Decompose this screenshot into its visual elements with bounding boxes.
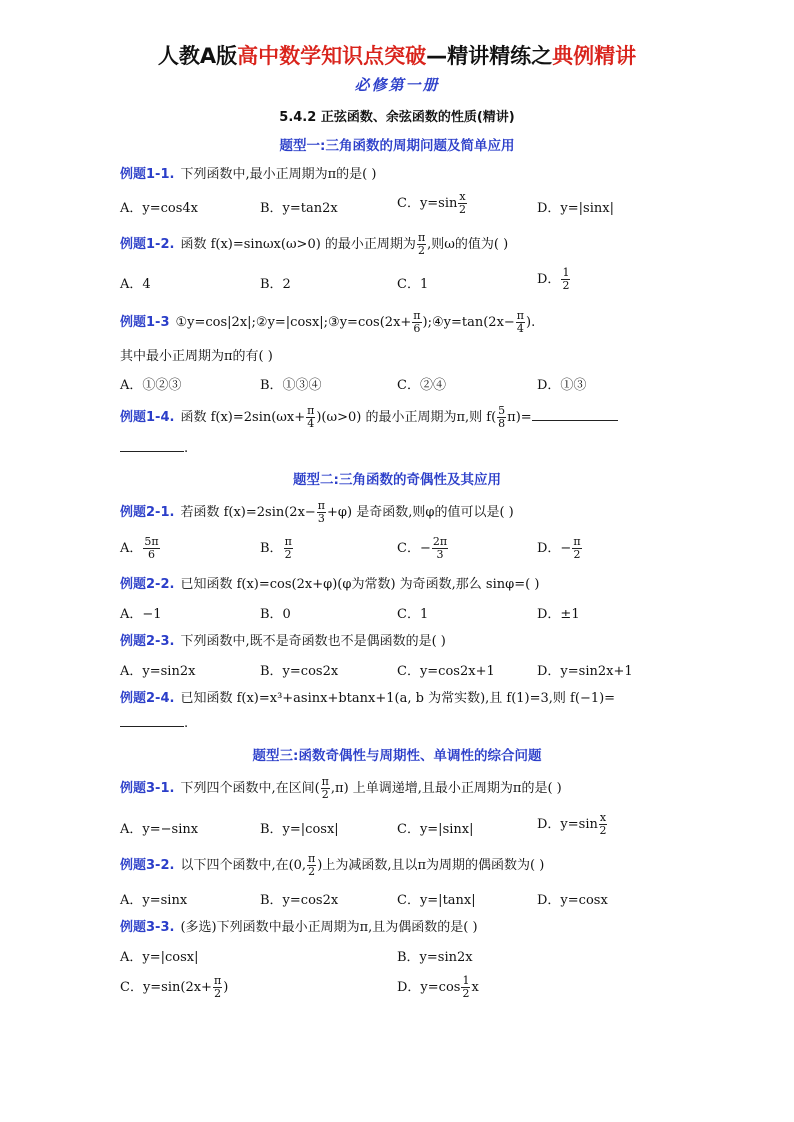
answer-blank-line2: . — [120, 441, 188, 456]
question-label: 例题3-3. — [120, 920, 175, 935]
option-b: B．2 — [260, 277, 291, 292]
section-title-2: 题型二:三角函数的奇偶性及其应用 — [293, 472, 501, 488]
header-publisher: 人教A版 — [157, 44, 238, 68]
header-series: —精讲精练之 — [426, 44, 553, 68]
question-3-2: 例题3-2. 以下四个函数中,在(0, $\frac{\pi}{2}$ )上为减函数,且以π为周期的偶函数为( ) — [120, 852, 545, 878]
document-header — [0, 40, 794, 70]
option-a: A． $\frac{5\pi}{6}$ — [120, 535, 159, 561]
option-c: C．y=sin(2x+ $\frac{\pi}{2}$ ) — [120, 974, 229, 1000]
question-1-4: 例题1-4. 函数 f(x)=2sin(ωx+ $\frac{\pi}{4}$ )(ω>0) 的最小正周期为π,则 f( $\frac{5}{8}$ π)= — [120, 405, 618, 430]
option-c: C．y=|sinx| — [397, 822, 474, 837]
question-label: 例题2-2. — [120, 577, 175, 592]
fraction: $\frac{\pi}{2}$ — [417, 231, 426, 257]
header-series-type: 典例精讲 — [552, 44, 637, 68]
question-1-3: 例题1-3 ①y=cos|2x|;②y=|cosx|;③y=cos(2x+ $\frac{\pi}{6}$ );④y=tan(2x− $\frac{\pi}{4}$ ). — [120, 309, 536, 335]
option-b: B．0 — [260, 607, 291, 622]
question-1-2: 例题1-2. 函数 f(x)=sinωx(ω>0) 的最小正周期为 $\frac{\pi}{2}$ ,则ω的值为( ) — [120, 231, 509, 257]
option-b: B．①③④ — [260, 378, 322, 393]
question-label: 例题1-1. — [120, 167, 175, 182]
question-label: 例题2-4. — [120, 691, 175, 706]
option-b: B． $\frac{\pi}{2}$ — [260, 535, 292, 561]
option-d: D．y=cos $\frac{1}{2}$ x — [397, 974, 479, 1000]
option-c: C．1 — [397, 277, 429, 292]
option-c: C．y=sin $\frac{x}{2}$ — [397, 190, 466, 216]
option-d: D．y=|sinx| — [537, 201, 614, 216]
option-a: A．y=cos4x — [120, 201, 199, 216]
answer-blank: . — [120, 716, 188, 731]
question-stem: 下列函数中,最小正周期为π的是( ) — [180, 167, 377, 182]
question-label: 例题3-1. — [120, 781, 175, 796]
question-label: 例题1-4. — [120, 410, 175, 425]
question-1-1 — [120, 163, 376, 182]
question-label: 例题3-2. — [120, 858, 175, 873]
section-title-1: 题型一:三角函数的周期问题及简单应用 — [279, 138, 515, 154]
section-title-3: 题型三:函数奇偶性与周期性、单调性的综合问题 — [252, 748, 542, 764]
option-b: B．y=sin2x — [397, 950, 473, 965]
option-d: D．±1 — [537, 607, 580, 622]
question-3-1: 例题3-1. 下列四个函数中,在区间( $\frac{\pi}{2}$ ,π) 上单调递增,且最小正周期为π的是( ) — [120, 775, 562, 801]
option-a: A．−1 — [120, 607, 162, 622]
option-d: D．− $\frac{\pi}{2}$ — [537, 535, 581, 561]
option-b: B．y=|cosx| — [260, 822, 339, 837]
header-topic: 高中数学知识点突破 — [237, 44, 427, 68]
question-2-2: 例题2-2. 已知函数 f(x)=cos(2x+φ)(φ为常数) 为奇函数,那么 sinφ=( ) — [120, 577, 540, 592]
option-c: C．y=cos2x+1 — [397, 664, 495, 679]
option-d: D．y=sin $\frac{x}{2}$ — [537, 811, 607, 837]
question-label: 例题2-3. — [120, 634, 175, 649]
question-2-4: 例题2-4. 已知函数 f(x)=x³+asinx+btanx+1(a, b 为常实数),且 f(1)=3,则 f(−1)= — [120, 691, 616, 706]
page-title: 5.4.2 正弦函数、余弦函数的性质(精讲) — [279, 110, 515, 125]
question-label: 例题2-1. — [120, 505, 175, 520]
option-c: C．− $\frac{2\pi}{3}$ — [397, 535, 448, 561]
book-volume: 必修第一册 — [354, 76, 440, 94]
option-d: D． $\frac{1}{2}$ — [537, 266, 570, 292]
option-a: A．y=sinx — [120, 893, 188, 908]
option-b: B．y=cos2x — [260, 664, 339, 679]
question-2-1: 例题2-1. 若函数 f(x)=2sin(2x− $\frac{\pi}{3}$ +φ) 是奇函数,则φ的值可以是( ) — [120, 499, 514, 525]
question-1-3-line2: 其中最小正周期为π的有( ) — [120, 349, 273, 364]
option-a: A．①②③ — [120, 378, 182, 393]
option-d: D．①③ — [537, 378, 587, 393]
option-b: B．y=tan2x — [260, 201, 338, 216]
option-b: B．y=cos2x — [260, 893, 339, 908]
option-c: C．1 — [397, 607, 429, 622]
option-c: C．y=|tanx| — [397, 893, 476, 908]
question-3-3: 例题3-3. (多选)下列函数中最小正周期为π,且为偶函数的是( ) — [120, 920, 478, 935]
option-d: D．y=sin2x+1 — [537, 664, 633, 679]
option-c: C．②④ — [397, 378, 446, 393]
option-a: A．y=|cosx| — [120, 950, 199, 965]
question-label: 例题1-3 — [120, 315, 170, 330]
answer-blank — [532, 420, 618, 421]
option-a: A．y=−sinx — [120, 822, 199, 837]
option-a: A．y=sin2x — [120, 664, 196, 679]
question-label: 例题1-2. — [120, 237, 175, 252]
question-2-3: 例题2-3. 下列函数中,既不是奇函数也不是偶函数的是( ) — [120, 634, 446, 649]
option-a: A．4 — [120, 277, 151, 292]
option-d: D．y=cosx — [537, 893, 608, 908]
